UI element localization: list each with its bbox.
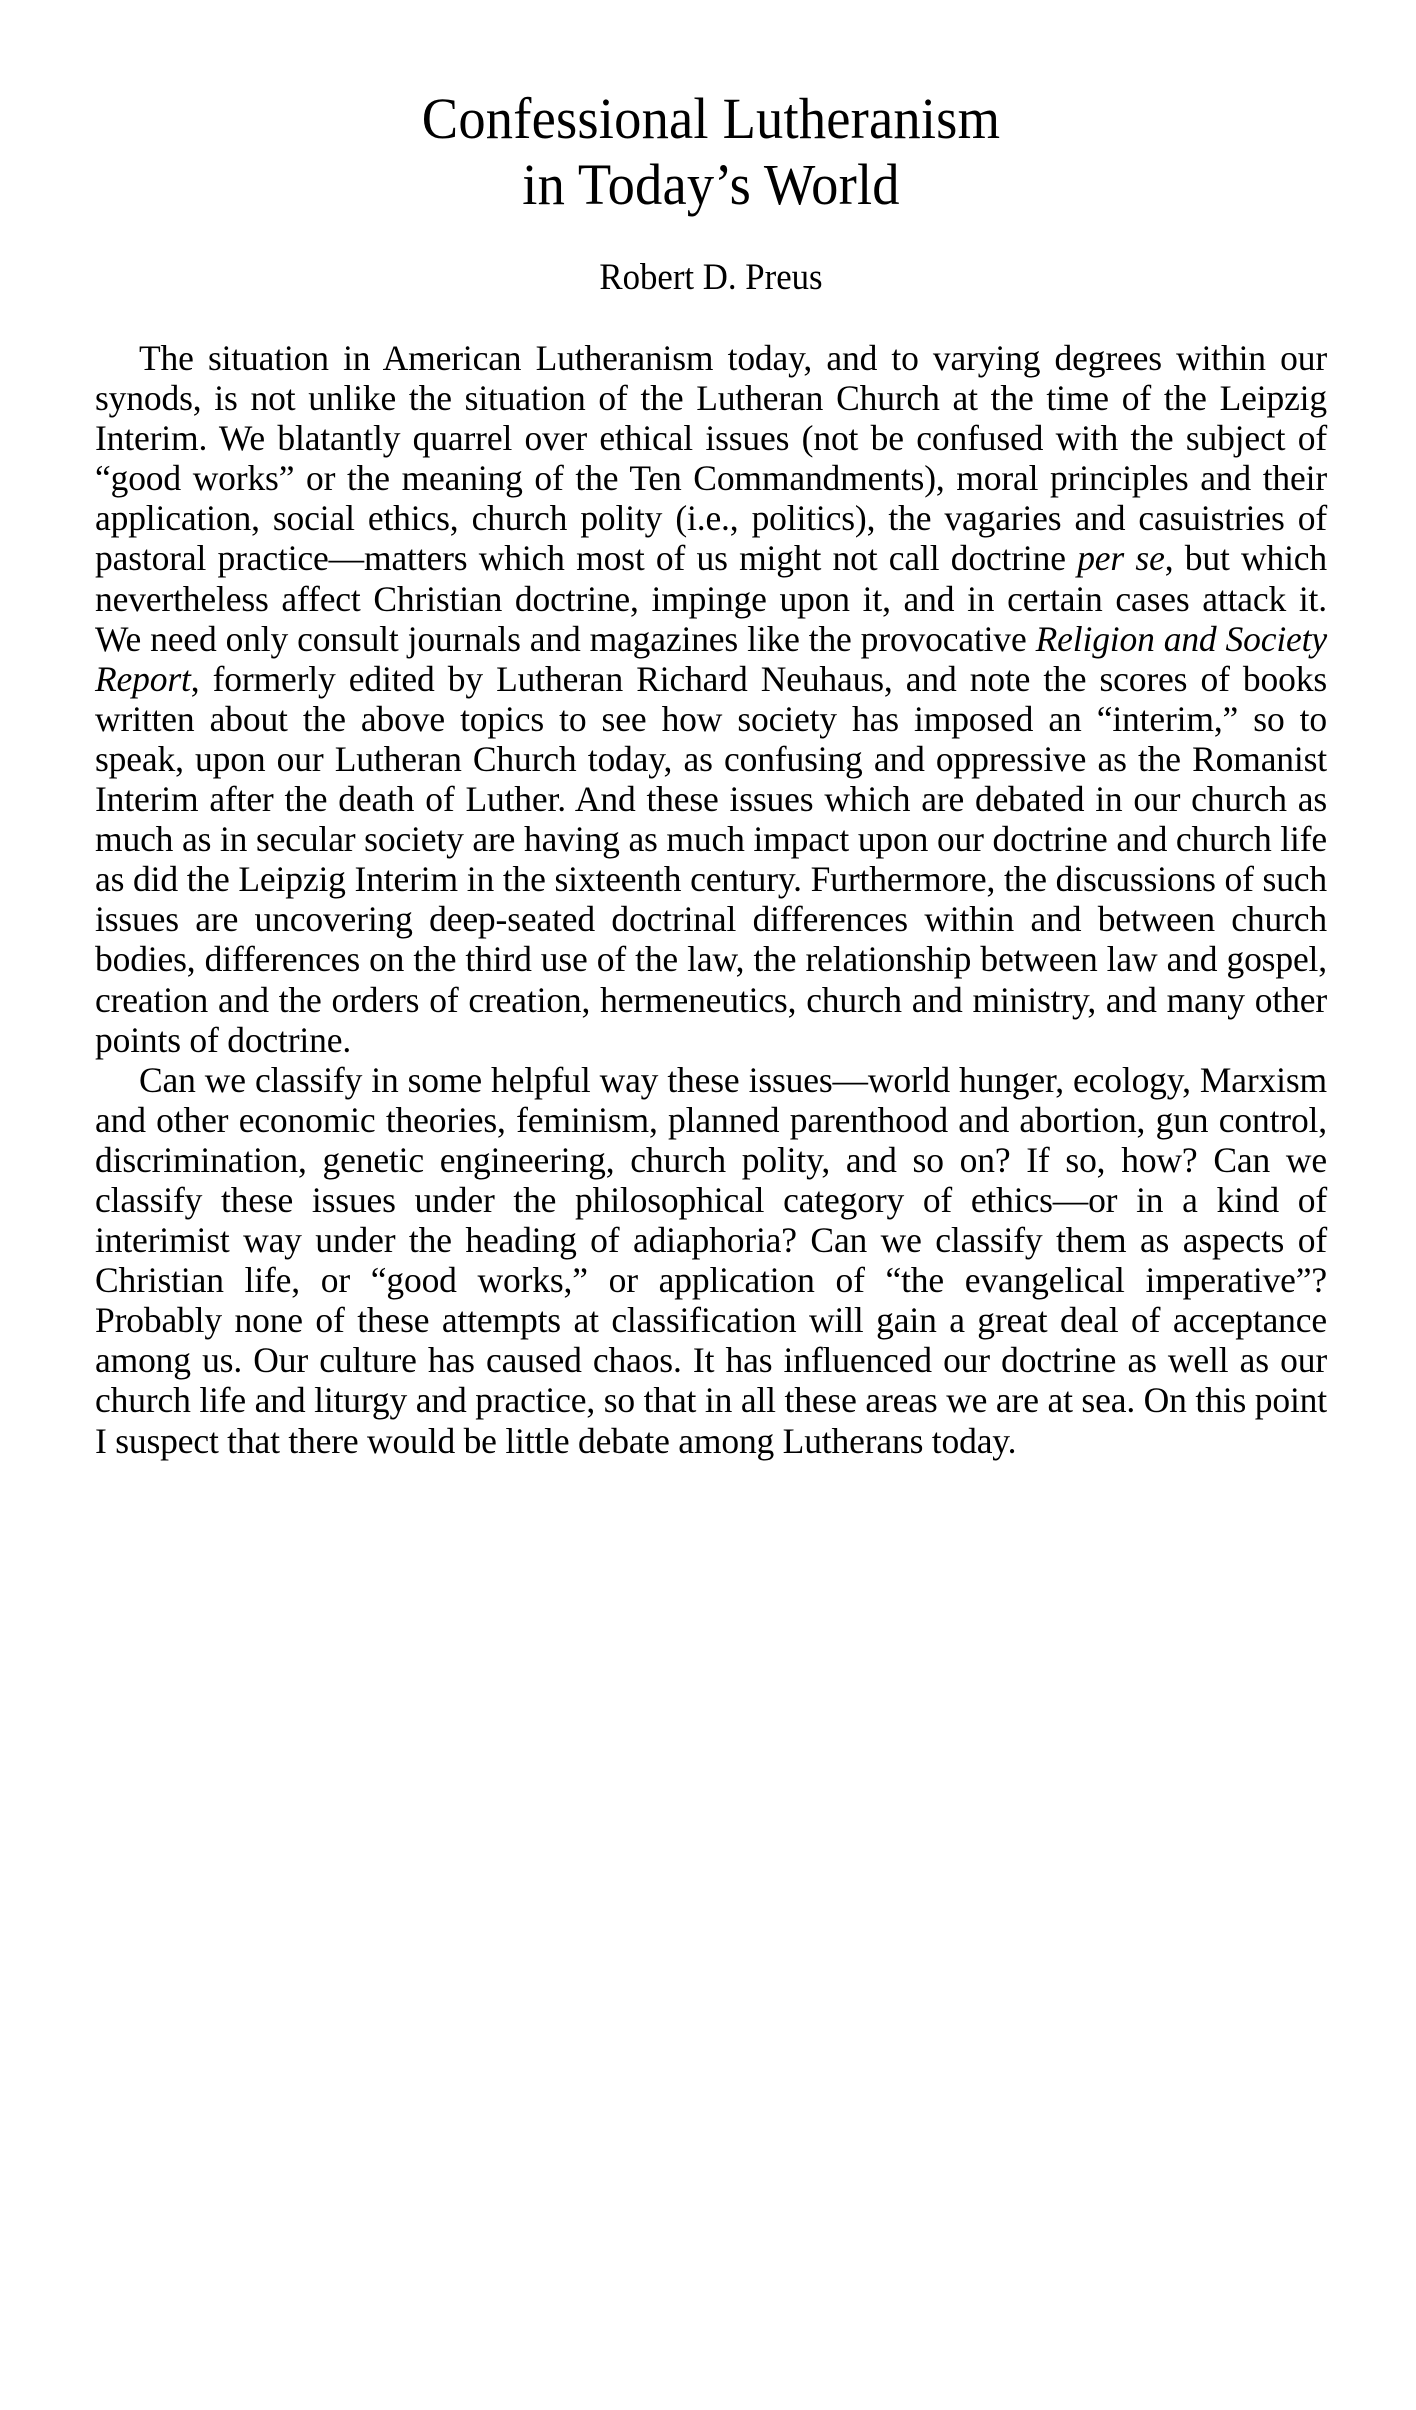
article-byline: Robert D. Preus [599,257,823,298]
text-column [95,0,1327,1461]
title-line-1: Confessional Lutheranism [421,86,1001,151]
body-paragraph: Can we classify in some helpful way these issues—world hunger, ecology, Marxism and other economic theories, feminism, planned parenthood and abortion, gun control, discrimination, genetic engineering, church polity, and so on? If so, how? Can we classify these issues under the philosophical category of ethics—or in a kind of interimist way under the heading of adiaphoria? Can we classify them as aspects of Christian life, or “good works,” or application of “the evangelical imperative”? Probably none of these attempts at classification will gain a great deal of acceptance among us. Our culture has caused chaos. It has influenced our doctrine as well as our church life and liturgy and practice, so that in all these areas we are at sea. On this point I suspect that there would be little debate among Lutherans today. [95,1059,1327,1461]
article-body [95,338,1327,1461]
title-line-2: in Today’s World [522,152,900,217]
body-paragraph: The situation in American Lutheranism today, and to varying degrees within our synods, is not unlike the situation of the Lutheran Church at the time of the Leipzig Interim. We blatantly quarrel over ethical issues (not be confused with the subject of “good works” or the meaning of the Ten Commandments), moral principles and their application, social ethics, church polity (i.e., politics), the vagaries and casuistries of pastoral practice—matters which most of us might not call doctrine per se, but which nevertheless affect Christian doctrine, impinge upon it, and in certain cases attack it. We need only consult journals and magazines like the provocative Religion and Society Report, formerly edited by Lutheran Richard Neuhaus, and note the scores of books written about the above topics to see how society has imposed an “interim,” so to speak, upon our Lutheran Church today, as confusing and oppressive as the Romanist Interim after the death of Luther. And these issues which are debated in our church as much as in secular society are having as much impact upon our doctrine and church life as did the Leipzig Interim in the sixteenth century. Furthermore, the discussions of such issues are uncovering deep-seated doctrinal differences within and between church bodies, differences on the third use of the law, the relationship between law and gospel, creation and the orders of creation, hermeneutics, church and ministry, and many other points of doctrine. [95,338,1328,1060]
italic-run: Religion and Society Report [95,618,1327,699]
italic-run: per se [1077,538,1165,579]
article-title [95,86,1327,218]
